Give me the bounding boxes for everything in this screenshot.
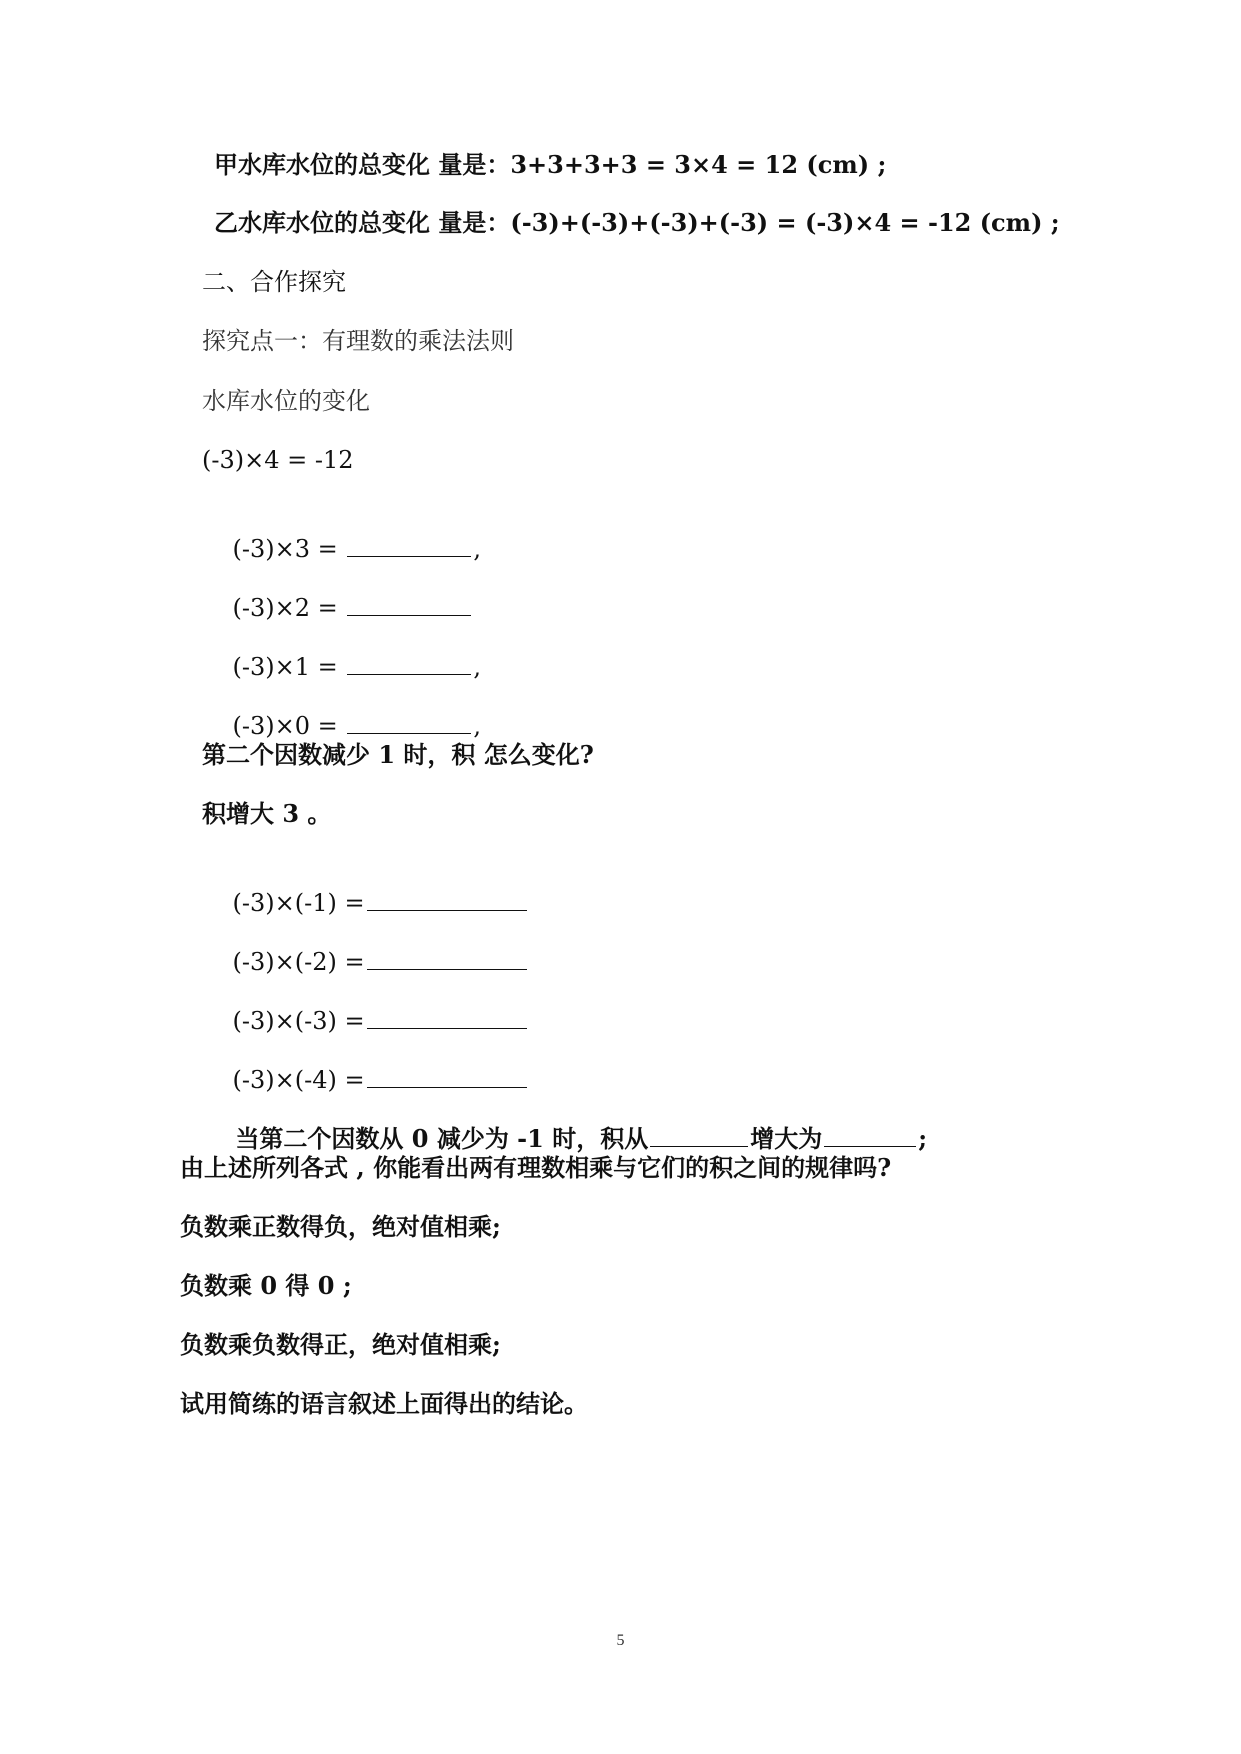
- answer-blank[interactable]: [650, 1124, 748, 1147]
- punctuation: ;: [918, 1124, 928, 1153]
- line-reservoir-a: 甲水库水位的总变化 量是：3+3+3+3 = 3×4 = 12 (cm) ;: [214, 150, 887, 179]
- question-text: 当第二个因数从 0 减少为 -1 时，积从: [235, 1124, 649, 1153]
- answer-blank[interactable]: [347, 711, 471, 734]
- subsection-heading: 探究点一：有理数的乘法法则: [202, 327, 514, 355]
- equation-text: (-3)×1 =: [232, 653, 346, 681]
- rule-line: 负数乘正数得负，绝对值相乘;: [180, 1212, 501, 1241]
- answer-blank[interactable]: [367, 888, 527, 911]
- punctuation: ,: [473, 535, 482, 563]
- punctuation: ,: [473, 653, 482, 681]
- answer-blank[interactable]: [347, 593, 471, 616]
- answer-line: 积增大 3 。: [202, 799, 332, 828]
- equation-text: (-3)×3 =: [232, 535, 346, 563]
- equation-text: (-3)×(-4) =: [232, 1066, 365, 1094]
- answer-blank[interactable]: [367, 1065, 527, 1088]
- question-line: 由上述所列各式 , 你能看出两有理数相乘与它们的积之间的规律吗?: [180, 1153, 892, 1182]
- topic-line: 水库水位的变化: [202, 387, 370, 415]
- question-text: 增大为: [750, 1124, 823, 1153]
- answer-blank[interactable]: [824, 1124, 916, 1147]
- punctuation: ,: [473, 712, 482, 740]
- line-reservoir-b: 乙水库水位的总变化 量是：(-3)+(-3)+(-3)+(-3) = (-3)×4 = -12 (cm) ;: [214, 208, 1060, 237]
- equation-line: (-3)×4 = -12: [202, 446, 354, 474]
- rule-line: 负数乘 0 得 0 ;: [180, 1271, 352, 1300]
- page-number: 5: [616, 1632, 625, 1649]
- question-line: 第二个因数减少 1 时，积 怎么变化?: [202, 740, 594, 769]
- rule-line: 负数乘负数得正，绝对值相乘;: [180, 1330, 501, 1359]
- equation-text: (-3)×(-1) =: [232, 889, 365, 917]
- equation-text: (-3)×(-2) =: [232, 948, 365, 976]
- answer-blank[interactable]: [347, 652, 471, 675]
- section-heading: 二、合作探究: [202, 268, 346, 296]
- equation-text: (-3)×(-3) =: [232, 1007, 365, 1035]
- answer-blank[interactable]: [367, 1006, 527, 1029]
- equation-text: (-3)×2 =: [232, 594, 346, 622]
- answer-blank[interactable]: [367, 947, 527, 970]
- answer-blank[interactable]: [347, 534, 471, 557]
- equation-text: (-3)×0 =: [232, 712, 346, 740]
- instruction-line: 试用简练的语言叙述上面得出的结论。: [180, 1389, 588, 1418]
